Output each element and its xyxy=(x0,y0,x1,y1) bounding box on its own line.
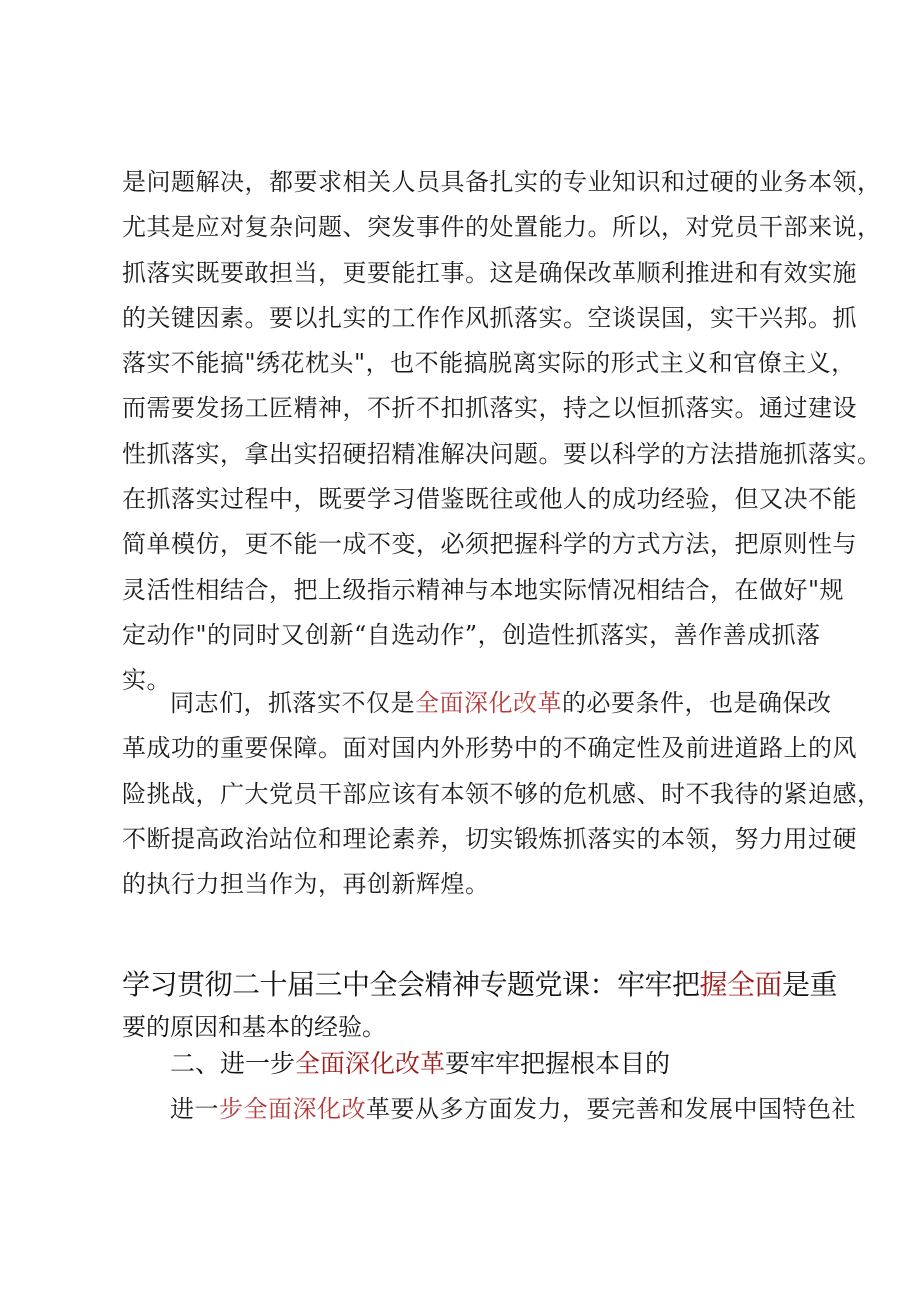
document-title xyxy=(122,962,838,1046)
title-line xyxy=(122,962,838,1008)
text-line: 实。 xyxy=(122,666,171,695)
highlighted-phrase: 全面深化改革 xyxy=(295,1049,446,1078)
text-line: 落实不能搞"绣花枕头"，也不能搞脱离实际的形式主义和官僚主义， xyxy=(122,349,856,378)
title-segment: 学习贯彻二十届三中全会精神专题党课：牢牢把 xyxy=(122,968,700,1001)
text-line: 抓落实既要敢担当，更要能扛事。这是确保改革顺利推进和有效实施 xyxy=(122,258,857,287)
highlighted-phrase: 全面深化改革 xyxy=(415,689,562,717)
body-paragraph-2 xyxy=(122,681,882,907)
text-line: 在抓落实过程中，既要学习借鉴既往或他人的成功经验，但又决不能 xyxy=(122,485,857,514)
text-line: 的执行力担当作为，再创新辉煌。 xyxy=(122,870,490,899)
text-line: 革成功的重要保障。面对国内外形势中的不确定性及前进道路上的风 xyxy=(122,734,857,763)
text-line: 尤其是应对复杂问题、突发事件的处置能力。所以，对党员干部来说， xyxy=(122,213,882,242)
text-segment: 同志们，抓落实不仅是 xyxy=(170,689,415,717)
text-segment: 革要从多方面发力，要完善和发展中国特色社 xyxy=(366,1095,856,1123)
text-line: 性抓落实，拿出实招硬招精准解决问题。要以科学的方法措施抓落实。 xyxy=(122,439,882,468)
text-segment: 进一 xyxy=(170,1095,219,1123)
text-line: 简单模仿，更不能一成不变，必须把握科学的方式方法，把原则性与 xyxy=(122,530,857,559)
text-line: 而需要发扬工匠精神，不折不扣抓落实，持之以恒抓落实。通过建设 xyxy=(122,394,857,423)
title-segment: 是重 xyxy=(782,968,838,1001)
heading-segment: 要牢牢把握根本目的 xyxy=(445,1049,671,1078)
section-heading-line xyxy=(122,1040,812,1088)
title-continuation: 要的原因和基本的经验。 xyxy=(122,1013,386,1041)
highlighted-phrase: 握全面 xyxy=(699,968,783,1001)
text-line: 险挑战，广大党员干部应该有本领不够的危机感、时不我待的紧迫感， xyxy=(122,779,882,808)
section-heading xyxy=(122,1040,812,1088)
text-line: 的关键因素。要以扎实的工作作风抓落实。空谈误国，实干兴邦。抓 xyxy=(122,303,857,332)
highlighted-phrase: 步全面深化改 xyxy=(219,1095,366,1123)
body-paragraph-3 xyxy=(122,1087,856,1132)
text-line: 定动作"的同时又创新“自选动作”，创造性抓落实，善作善成抓落 xyxy=(122,620,821,649)
text-line: 不断提高政治站位和理论素养，切实锻炼抓落实的本领，努力用过硬 xyxy=(122,824,857,853)
text-line: 灵活性相结合，把上级指示精神与本地实际情况相结合，在做好"规 xyxy=(122,575,845,604)
text-line xyxy=(122,1087,856,1132)
heading-segment: 二、进一步 xyxy=(170,1049,296,1078)
text-line: 是问题解决，都要求相关人员具备扎实的专业知识和过硬的业务本领， xyxy=(122,168,882,196)
text-line xyxy=(122,681,832,726)
text-segment: 的必要条件，也是确保改 xyxy=(562,689,832,717)
